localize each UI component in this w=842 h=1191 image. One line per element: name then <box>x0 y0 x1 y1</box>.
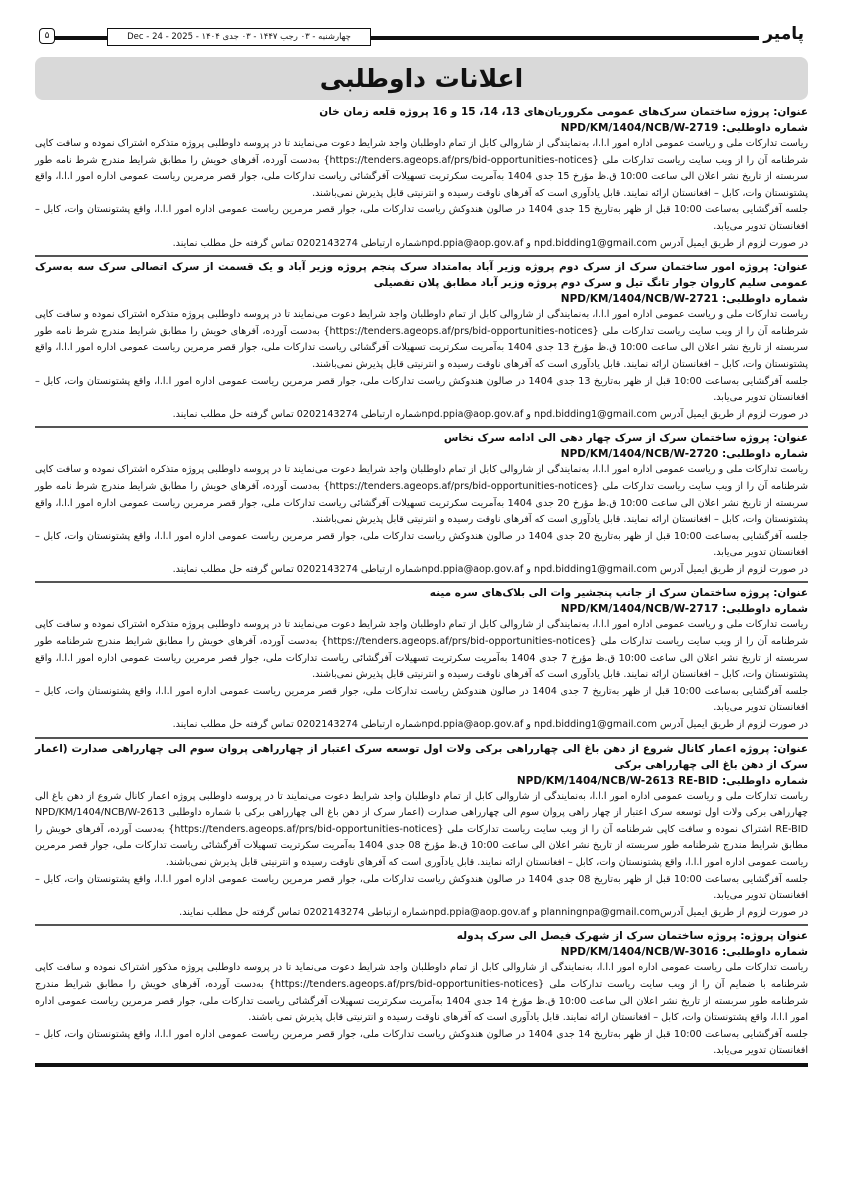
tender-number: شماره داوطلبی: NPD/KM/1404/NCB/W-2720 <box>560 448 808 461</box>
opening-session: جلسه آفرگشایی به‌ساعت 10:00 قبل از ظهر به‌تاریخ 08 جدی 1404 در صالون هندوکش ریاست تدارکات ملی، جوار قصر مرمرین ریاست عمومی اداره امور ا.ا.ا، واقع پشتونستان وات، کابل – افغانستان تدویر می‌یابد. <box>35 873 809 902</box>
newspaper-logo: پامیر <box>759 24 808 44</box>
page-number: ۵ <box>39 28 55 44</box>
tender-number: شماره داوطلبی: NPD/KM/1404/NCB/W-2613 RE-BID <box>516 774 808 787</box>
notice-body: ریاست تدارکات ملی و ریاست عمومی اداره امور ا.ا.ا، به‌نمایندگی از شاروالی کابل از تمام داوطلبان واجد شرایط دعوت می‌نمایند تا در پروسه داوطلبی پروژه متذکره اشتراک نموده و سافت کاپی شرطنامه آن را از ویب سایت ریاست تدارکات ملی {https://tenders.ageops.af/prs/bid-opportunities-notices} به‌دست آورده، آفرهای خویش را مطابق شرایط مندرج شرطنامه طور سربسته از تاریخ نشر اعلان الی ساعت 10:00 ق.ظ مؤرخ 7 جدی 1404 به‌آمریت سکرتریت تسهیلات آفرگشائی ریاست تدارکات ملی، جوار قصر مرمرین ریاست عمومی اداره امور ا.ا.ا، واقع پشتونستان وات، کابل – افغانستان ارائه نمایند. قابل یادآوری است که آفرهای ناوقت رسیده و انترنیتی قابل پذیرش نمی‌باشند. <box>35 619 808 681</box>
notice-title: عنوان: پروژه ساختمان سرک‌های عمومی مکروریان‌های 13، 14، 15 و 16 پروژه قلعه زمان خان <box>319 106 808 118</box>
page-header <box>35 24 808 48</box>
tender-number: شماره داوطلبی: NPD/KM/1404/NCB/W-2717 <box>560 603 808 616</box>
notice-body: ریاست تدارکات ملی ریاست عمومی اداره امور ا.ا.ا، به‌نمایندگی از شاروالی کابل از تمام داوطلبان واجد شرایط دعوت می‌نماید تا در پروسه داوطلبی پروژه مذکور اشتراک نموده و سافت کاپی شرطنامه با ضمایم آن را از ویب سایت ریاست تدارکات ملی {https://tenders.ageops.af/prs/bid-opportunities-notices} به‌دست آورده، آفرهای خویش را مطابق شرایط مندرج شرطنامه طور سربسته از تاریخ نشر اعلان الی ساعت 10:00 ق.ظ مؤرخ 14 جدی 1404 به‌آمریت سکرتریت تسهیلات آفرگشائی ریاست تدارکات ملی، جوار قصر مرمرین ریاست عمومی اداره امور ا.ا.ا، واقع پشتونستان وات، کابل – افغانستان ارائه نمایند. قابل یادآوری است که آفرهای ناوقت رسیده و انترنیتی قابل پذیرش نمی باشند. <box>35 962 808 1024</box>
tender-notice <box>35 102 808 257</box>
opening-session: جلسه آفرگشایی به‌ساعت 10:00 قبل از ظهر به‌تاریخ 13 جدی 1404 در صالون هندوکش ریاست تدارکات ملی، جوار قصر مرمرین ریاست عمومی اداره امور ا.ا.ا، واقع پشتونستان وات، کابل – افغانستان تدویر می‌یابد. <box>35 375 809 404</box>
notice-title: عنوان: پروژه اعمار کانال شروع از دهن باغ الی چهارراهی برکی ولات اول توسعه سرک اعتبار از چهارراهی پروان سوم الی چهارراهی صدارت (اعمار سرک از دهن باغ الی چهارراهی برکی <box>35 742 808 771</box>
notices-list <box>35 102 808 1067</box>
notice-body: ریاست تدارکات ملی و ریاست عمومی اداره امور ا.ا.ا، به‌نمایندگی از شاروالی کابل از تمام داوطلبان واجد شرایط دعوت می‌نمایند تا در پروسه داوطلبی پروژه اعمار کانال شروع از دهن باغ الی چهارراهی برکی ولات اول توسعه سرک اعتبار از چهار راهی پروان سوم الی چهارراهی صدارت (اعمار سرک از دهن باغ الی چهارراهی برکی با شماره داوطلبی NPD/KM/1404/NCB/W-2613 RE-BID اشتراک نموده و سافت کاپی شرطنامه آن را از ویب سایت ریاست تدارکات ملی {https://tenders.ageops.af/prs/bid-opportunities-notices} به‌دست آورده، آفرهای خویش را مطابق شرایط مندرج شرطنامه طور سربسته از تاریخ نشر اعلان الی ساعت 10:00 ق.ظ مؤرخ 08 جدی 1404 به‌آمریت سکرتریت تسهیلات آفرگشائی ریاست تدارکات ملی، جوار قصر مرمرین ریاست عمومی اداره امور ا.ا.ا، واقع پشتونستان وات، کابل – افغانستان ارائه نمایند. قابل یادآوری است که آفرهای ناوقت رسیده و انترنیتی قابل پذیرش نمی‌باشند. <box>35 790 808 868</box>
issue-date: چهارشنبه - ۰۳ رجب ۱۴۴۷ - ۰۳ جدی ۱۴۰۴ - 2025 - 24 - Dec <box>107 28 371 46</box>
tender-notice <box>35 428 808 583</box>
contact-info: در صورت لزوم از طریق ایمیل آدرس npd.bidding1@gmail.com و npd.ppia@aop.gov.afشماره ارتباطی 0202143274 تماس گرفته حل مطلب نمایند. <box>172 719 808 731</box>
tender-notice <box>35 739 808 927</box>
contact-info: در صورت لزوم از طریق ایمیل آدرسplanningnpa@gmail.com و npd.ppia@aop.gov.afشماره ارتباطی 0202143274 تماس گرفته حل مطلب نمایند. <box>179 906 808 918</box>
notice-body: ریاست تدارکات ملی و ریاست عمومی اداره امور ا.ا.ا، به‌نمایندگی از شاروالی کابل از تمام داوطلبان واجد شرایط دعوت می‌نمایند تا در پروسه داوطلبی پروژه متذکره اشتراک نموده و سافت کاپی شرطنامه آن را از ویب سایت ریاست تدارکات ملی {https://tenders.ageops.af/prs/bid-opportunities-notices} به‌دست آورده، آفرهای خویش را مطابق شرایط مندرج شرط نامه طور سربسته از تاریخ نشر اعلان الی ساعت 10:00 ق.ظ مؤرخ 15 جدی 1404 به‌آمریت سکرتریت تسهیلات آفرگشائی ریاست تدارکات ملی، جوار قصر مرمرین ریاست عمومی اداره امور ا.ا.ا، واقع پشتونستان وات، کابل – افغانستان ارائه نمایند. قابل یادآوری است که آفرهای ناوقت رسیده و انترنیتی قابل پذیرش نمی‌باشند. <box>35 138 808 199</box>
opening-session: جلسه آفرگشایی به‌ساعت 10:00 قبل از ظهر به‌تاریخ 20 جدی 1404 در صالون هندوکش ریاست تدارکات ملی، جوار قصر مرمرین ریاست عمومی اداره امور ا.ا.ا، واقع پشتونستان وات، کابل – افغانستان تدویر می‌یابد. <box>35 530 809 559</box>
contact-info: در صورت لزوم از طریق ایمیل آدرس npd.bidding1@gmail.com و npd.ppia@aop.gov.afشماره ارتباطی 0202143274 تماس گرفته حل مطلب نمایند. <box>172 408 808 420</box>
tender-number: شماره داوطلبی: NPD/KM/1404/NCB/W-3016 <box>560 946 808 959</box>
tender-number: شماره داوطلبی: NPD/KM/1404/NCB/W-2721 <box>560 293 808 306</box>
contact-info: در صورت لزوم از طریق ایمیل آدرس npd.bidding1@gmail.com و npd.ppia@aop.gov.afشماره ارتباطی 0202143274 تماس گرفته حل مطلب نمایند. <box>172 563 808 575</box>
tender-number: شماره داوطلبی: NPD/KM/1404/NCB/W-2719 <box>560 122 808 134</box>
notice-title: عنوان: پروژه امور ساختمان سرک از سرک دوم پروژه وزیر آباد به‌امتداد سرک پنجم پروژه وزیر آباد و یک قسمت از سرک اتصالی سرک سه به‌سرک عمومی سلیم کاروان جوار تانگ تیل و سرک دوم پروژه وزیر آباد مطابق پلان تفصیلی <box>35 261 808 290</box>
notice-title: عنوان: پروژه ساختمان سرک از سرک چهار دهی الی ادامه سرک نخاس <box>443 432 808 445</box>
notice-title: عنوان: پروژه ساختمان سرک از جانب پنجشیر وات الی بلاک‌های سره مینه <box>429 587 808 600</box>
tender-notice <box>35 583 808 738</box>
notice-body: ریاست تدارکات ملی و ریاست عمومی اداره امور ا.ا.ا، به‌نمایندگی از شاروالی کابل از تمام داوطلبان واجد شرایط دعوت می‌نمایند تا در پروسه داوطلبی پروژه متذکره اشتراک نموده و سافت کاپی شرطنامه آن را از ویب سایت ریاست تدارکات ملی {https://tenders.ageops.af/prs/bid-opportunities-notices} به‌دست آورده، آفرهای خویش را مطابق شرایط مندرج شرط نامه طور سربسته از تاریخ نشر اعلان الی ساعت 10:00 ق.ظ مؤرخ 20 جدی 1404 به‌آمریت سکرتریت تسهیلات آفرگشائی ریاست تدارکات ملی، جوار قصر مرمرین ریاست عمومی اداره امور ا.ا.ا، واقع پشتونستان وات، کابل – افغانستان ارائه نمایند. قابل یادآوری است که آفرهای ناوقت رسیده و انترنیتی قابل پذیرش نمی‌باشند. <box>35 464 808 526</box>
opening-session: جلسه آفرگشایی به‌ساعت 10:00 قبل از ظهر به‌تاریخ 14 جدی 1404 در صالون هندوکش ریاست تدارکات ملی، جوار قصر مرمرین ریاست عمومی اداره امور ا.ا.ا، واقع پشتونستان وات، کابل – افغانستان تدویر می‌یابد. <box>35 1028 809 1057</box>
opening-session: جلسه آفرگشایی به‌ساعت 10:00 قبل از ظهر به‌تاریخ 7 جدی 1404 در صالون هندوکش ریاست تدارکات ملی، جوار قصر مرمرین ریاست عمومی اداره امور ا.ا.ا، واقع پشتونستان وات، کابل – افغانستان تدویر می‌یابد. <box>35 685 809 714</box>
page-title: اعلانات داوطلبی <box>319 64 524 93</box>
contact-info: در صورت لزوم از طریق ایمیل آدرس npd.bidding1@gmail.com و npd.ppia@aop.gov.afشماره ارتباطی 0202143274 تماس گرفته حل مطلب نمایند. <box>172 237 808 249</box>
section-title-banner <box>35 57 808 100</box>
tender-notice <box>35 257 808 428</box>
opening-session: جلسه آفرگشایی به‌ساعت 10:00 قبل از ظهر به‌تاریخ 15 جدی 1404 در صالون هندوکش ریاست تدارکات ملی، جوار قصر مرمرین ریاست عمومی اداره امور ا.ا.ا، واقع پشتونستان وات، کابل – افغانستان تدویر می‌یابد. <box>35 204 809 232</box>
notice-title: عنوان پروژه: پروژه ساختمان سرک از شهرک فیصل الی سرک پدوله <box>456 930 808 943</box>
tender-notice <box>35 926 808 1067</box>
notice-body: ریاست تدارکات ملی و ریاست عمومی اداره امور ا.ا.ا، به‌نمایندگی از شاروالی کابل از تمام داوطلبان واجد شرایط دعوت می‌نمایند تا در پروسه داوطلبی پروژه متذکره اشتراک نموده و سافت کاپی شرطنامه آن را از ویب سایت ریاست تدارکات ملی {https://tenders.ageops.af/prs/bid-opportunities-notices} به‌دست آورده، آفرهای خویش را مطابق شرایط مندرج شرط نامه طور سربسته از تاریخ نشر اعلان الی ساعت 10:00 ق.ظ مؤرخ 13 جدی 1404 به‌آمریت سکرتریت تسهیلات آفرگشائی ریاست تدارکات ملی، جوار قصر مرمرین ریاست عمومی اداره امور ا.ا.ا، واقع پشتونستان وات، کابل – افغانستان ارائه نمایند. قابل یادآوری است که آفرهای ناوقت رسیده و انترنیتی قابل پذیرش نمی‌باشند. <box>35 309 808 370</box>
